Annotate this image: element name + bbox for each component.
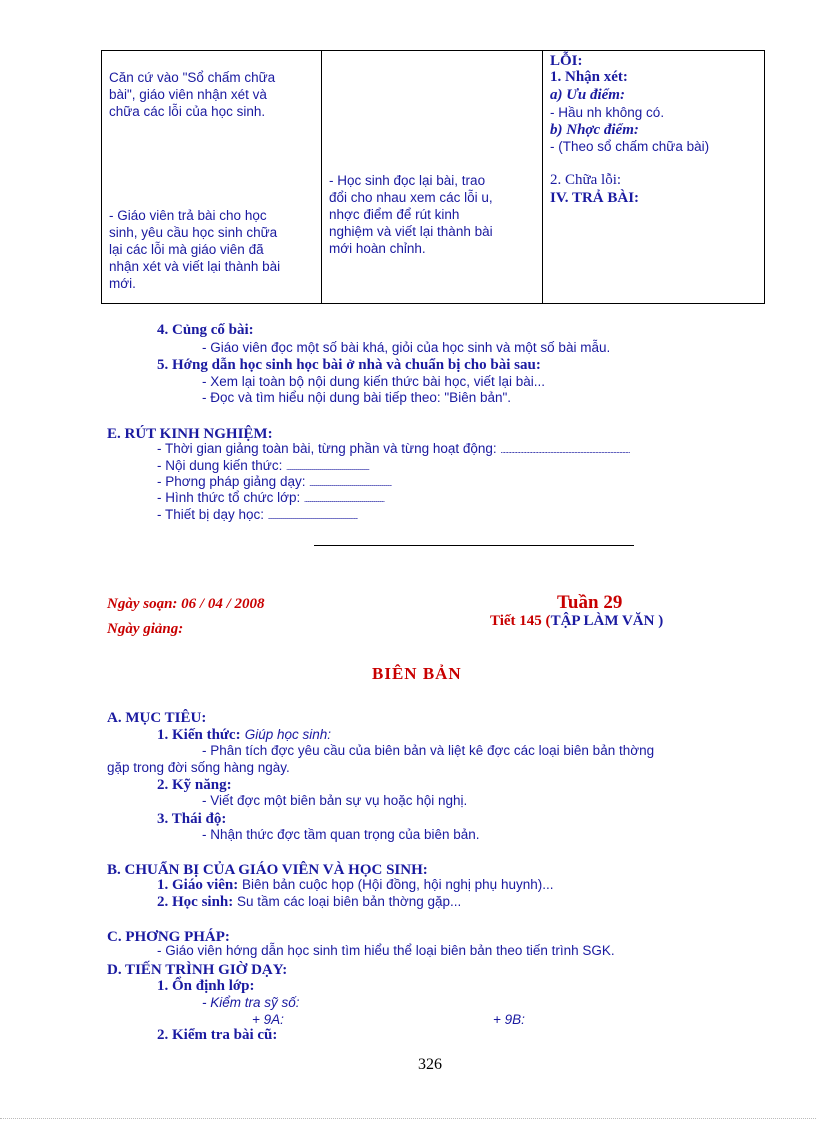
huong-dan-heading: 5. Hớng dẫn học sinh học bài ở nhà và chuẩn bị cho bài sau: — [157, 357, 541, 373]
tuan-label: Tuần 29 — [557, 592, 623, 613]
hs-text: Su tầm các loại biên bản thờng gặp... — [233, 894, 462, 909]
section-divider — [314, 545, 634, 546]
table-col-content — [543, 51, 765, 304]
huong-dan-line: - Xem lại toàn bộ nội dung kiến thức bài học, viết lại bài... — [202, 374, 545, 389]
col1-p2-line: lại các lỗi mà giáo viên đã — [109, 242, 264, 257]
tiet-label — [490, 613, 663, 630]
col2-line: nhợc điểm để rút kinh — [329, 207, 460, 222]
gv-text: Biên bản cuộc họp (Hội đồng, hội nghị phụ huynh)... — [238, 877, 554, 892]
ngay-soan: Ngày soạn: 06 / 04 / 2008 — [107, 596, 265, 612]
nhan-xet-heading — [550, 69, 628, 86]
thai-do-detail: - Nhận thức đợc tầm quan trọng của biên bản. — [202, 827, 480, 842]
col1-p1-line: bài", giáo viên nhận xét và — [109, 87, 267, 102]
rkn-item — [157, 490, 384, 505]
gv-label: 1. Giáo viên: — [157, 877, 239, 893]
rut-kinh-nghiem-heading: E. RÚT KINH NGHIỆM: — [107, 426, 273, 442]
cung-co-line: - Giáo viên đọc một số bài khá, giỏi của học sinh và một số bài mẫu. — [202, 340, 611, 355]
giup-hoc-sinh: Giúp học sinh: — [244, 727, 332, 742]
nhan-xet-label: 1. Nhận xét: — [550, 69, 628, 85]
ky-nang-detail: - Viết đợc một biên bản sự vụ hoặc hội nghị. — [202, 793, 468, 808]
page-number: 326 — [418, 1056, 442, 1073]
rkn-item — [157, 458, 369, 473]
col2-line: mới hoàn chỉnh. — [329, 241, 426, 256]
kien-thuc-detail: gặp trong đời sống hàng ngày. — [107, 760, 290, 775]
kien-thuc-detail: - Phân tích đợc yêu cầu của biên bản và liệt kê đợc các loại biên bản thờng — [202, 743, 655, 758]
uu-diem-label: a) Ưu điểm: — [550, 87, 625, 103]
tiet-type: TẬP LÀM VĂN ) — [550, 613, 664, 629]
rkn-item-label: - Thời gian giảng toàn bài, từng phần và từng hoạt động: — [157, 441, 501, 456]
lop-9b: + 9B: — [493, 1012, 525, 1027]
col1-p2-line: nhận xét và viết lại thành bài — [109, 259, 281, 274]
nhuoc-diem-detail: - (Theo sổ chấm chữa bài) — [550, 139, 710, 154]
rkn-item — [157, 441, 629, 456]
rkn-dots: ........................................................................................................................... — [309, 482, 392, 488]
kiem-tra-bai-cu-label: 2. Kiểm tra bài cũ: — [157, 1027, 278, 1043]
rkn-item-label: - Hình thức tổ chức lớp: — [157, 490, 304, 505]
col1-p2-line: - Giáo viên trả bài cho học — [109, 208, 267, 223]
ngay-giang: Ngày giảng: — [107, 621, 184, 637]
page-title: BIÊN BẢN — [372, 664, 462, 683]
chuan-bi-heading: B. CHUẨN BỊ CỦA GIÁO VIÊN VÀ HỌC SINH: — [107, 862, 428, 878]
tra-bai-heading: IV. TRẢ BÀI: — [550, 190, 640, 206]
lop-9a: + 9A: — [252, 1012, 284, 1027]
col1-p1-line: chữa các lỗi của học sinh. — [109, 104, 266, 119]
rkn-item-label: - Nội dung kiến thức: — [157, 458, 287, 473]
rkn-dots: ...................................................................................... — [500, 445, 630, 455]
chua-loi-label: 2. Chữa lỗi: — [550, 172, 622, 188]
rkn-item — [157, 507, 357, 522]
col1-p2-line: sinh, yêu cầu học sinh chữa — [109, 225, 278, 240]
loi-heading: LỖI: — [550, 53, 583, 69]
nhuoc-diem-label: b) Nhợc điểm: — [550, 122, 639, 138]
lesson-table — [101, 50, 765, 304]
ky-nang-label: 2. Kỹ năng: — [157, 777, 232, 793]
rkn-item-label: - Thiết bị dạy học: — [157, 507, 268, 522]
cung-co-heading: 4. Củng cố bài: — [157, 322, 254, 338]
col1-p2-line: mới. — [109, 276, 136, 291]
muc-tieu-heading: A. MỤC TIÊU: — [107, 710, 207, 726]
col2-line: nghiệm và viết lại thành bài — [329, 224, 493, 239]
table-col-student — [322, 51, 543, 304]
kiem-tra-ss: - Kiểm tra sỹ số: — [202, 995, 300, 1010]
rkn-item — [157, 474, 391, 489]
col1-p1-line: Căn cứ vào "Sổ chấm chữa — [109, 70, 276, 85]
kien-thuc-line — [157, 726, 331, 744]
rkn-dots: ............................................................................................................................ — [286, 466, 369, 472]
col2-line: đổi cho nhau xem các lỗi u, — [329, 190, 493, 205]
huong-dan-line: - Đọc và tìm hiểu nội dung bài tiếp theo: "Biên bản". — [202, 390, 512, 405]
phuong-phap-line: - Giáo viên hớng dẫn học sinh tìm hiểu thể loại biên bản theo tiến trình SGK. — [157, 943, 615, 958]
chuan-bi-gv — [157, 877, 553, 894]
rkn-dots: ...................................................................................................................................... — [267, 515, 358, 521]
tiet-number: Tiết 145 ( — [490, 613, 551, 629]
col2-line: - Học sinh đọc lại bài, trao — [329, 173, 486, 188]
rkn-item-label: - Phơng pháp giảng dạy: — [157, 474, 310, 489]
on-dinh-label: 1. Ổn định lớp: — [157, 978, 255, 994]
tien-trinh-heading: D. TIẾN TRÌNH GIỜ DẠY: — [107, 962, 288, 978]
rkn-dots: ........................................................................................................................ — [303, 498, 385, 504]
phuong-phap-heading: C. PHƠNG PHÁP: — [107, 929, 230, 945]
page-bottom-border — [0, 1118, 816, 1119]
hs-label: 2. Học sinh: — [157, 894, 234, 910]
uu-diem-detail: - Hầu nh không có. — [550, 105, 665, 120]
chuan-bi-hs — [157, 894, 461, 911]
table-col-teacher — [102, 51, 322, 304]
kien-thuc-label: 1. Kiến thức: — [157, 727, 241, 743]
thai-do-label: 3. Thái độ: — [157, 811, 227, 827]
